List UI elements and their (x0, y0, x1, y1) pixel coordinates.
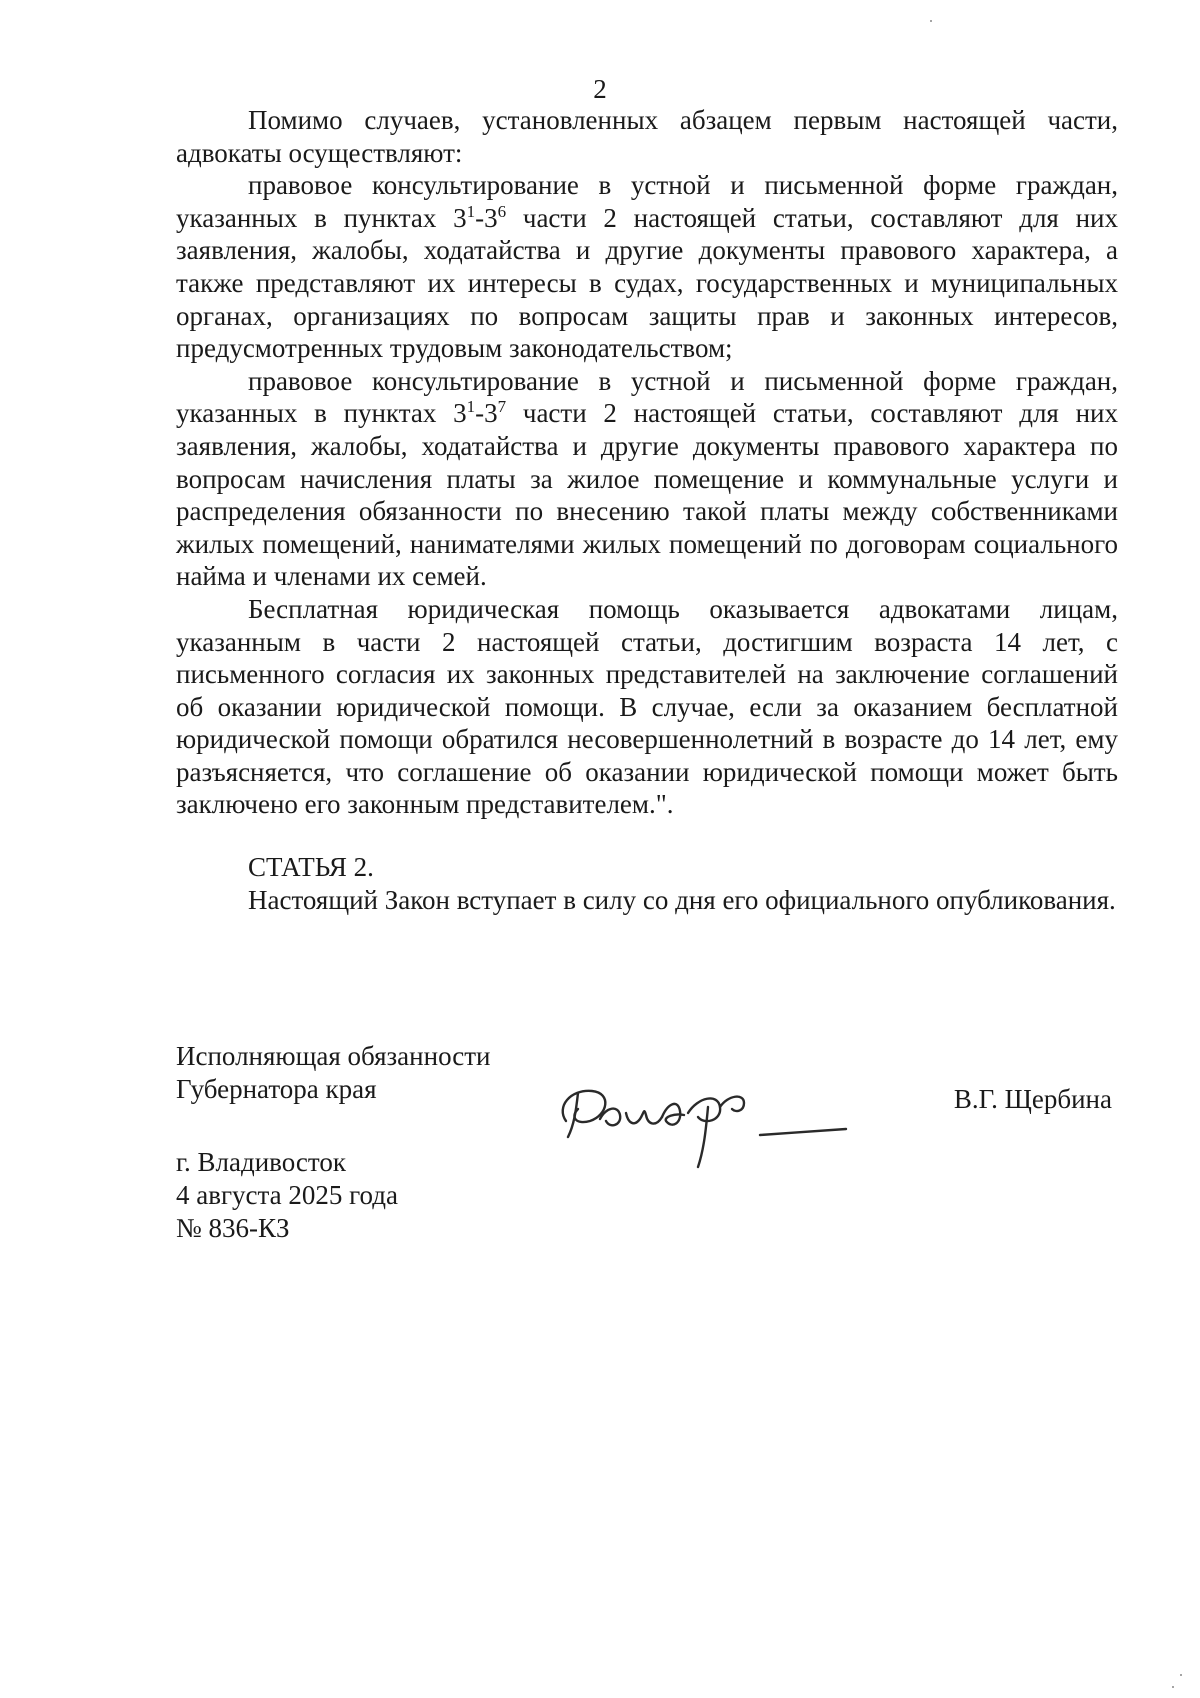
document-body (176, 104, 1118, 916)
paragraph-2-text: правовое консультирование в устной и письменной форме граждан, указанных в пунктах 3 (176, 170, 1118, 233)
scan-speck (1180, 1674, 1182, 1676)
document-footer (176, 1146, 398, 1245)
superscript: 6 (497, 201, 507, 221)
article-heading: СТАТЬЯ 2. (248, 852, 374, 883)
signer-position-line-2: Губернатора края (176, 1074, 377, 1104)
city: г. Владивосток (176, 1147, 346, 1177)
signer-position-line-1: Исполняющая обязанности (176, 1041, 491, 1071)
superscript: 1 (466, 397, 476, 417)
paragraph-2-range: -3 (475, 202, 498, 233)
article-text: Настоящий Закон вступает в силу со дня его официального опубликования. (248, 884, 1116, 915)
superscript: 7 (497, 397, 507, 417)
paragraph-2-text-rest: части 2 настоящей статьи, составляют для них заявления, жалобы, ходатайства и другие документы правового характера, а также представляют их интересы в судах, государственных и муниципальных органах, организациях по вопросам защиты прав и законных интересов, предусмотренных трудовым законодательством; (176, 202, 1118, 364)
paragraph-3 (176, 365, 1118, 593)
paragraph-1: Помимо случаев, установленных абзацем первым настоящей части, адвокаты осуществляют: (176, 105, 1118, 168)
law-number: № 836-КЗ (176, 1213, 290, 1243)
page-number: 2 (593, 74, 607, 104)
date: 4 августа 2025 года (176, 1180, 398, 1210)
signer-name: В.Г. Щербина (953, 1084, 1112, 1114)
signer-position (176, 1040, 490, 1106)
handwritten-signature (548, 1063, 888, 1178)
superscript: 1 (466, 201, 476, 221)
paragraph-3-text: правовое консультирование в устной и письменной форме граждан, указанных в пунктах 3 (176, 365, 1118, 429)
paragraph-2 (176, 169, 1118, 365)
paragraph-3-text-rest: части 2 настоящей статьи, составляют для них заявления, жалобы, ходатайства и другие документы правового характера по вопросам начисления платы за жилое помещение и коммунальные услуги и распределения обязанности по внесению такой платы между собственниками жилых помещений, нанимателями жилых помещений по договорам социального найма и членами их семей. (176, 398, 1118, 592)
paragraph-4: Бесплатная юридическая помощь оказывается адвокатами лицам, указанным в части 2 настоящей статьи, достигшим возраста 14 лет, с письменного согласия их законных представителей на заключение соглашений об оказании юридической помощи. В случае, если за оказанием бесплатной юридической помощи обратился несовершеннолетний в возрасте до 14 лет, ему разъясняется, что соглашение об оказании юридической помощи может быть заключено его законным представителем.". (176, 593, 1118, 820)
scan-speck (1172, 1686, 1174, 1688)
scan-speck (930, 20, 932, 22)
paragraph-3-range: -3 (475, 398, 498, 429)
